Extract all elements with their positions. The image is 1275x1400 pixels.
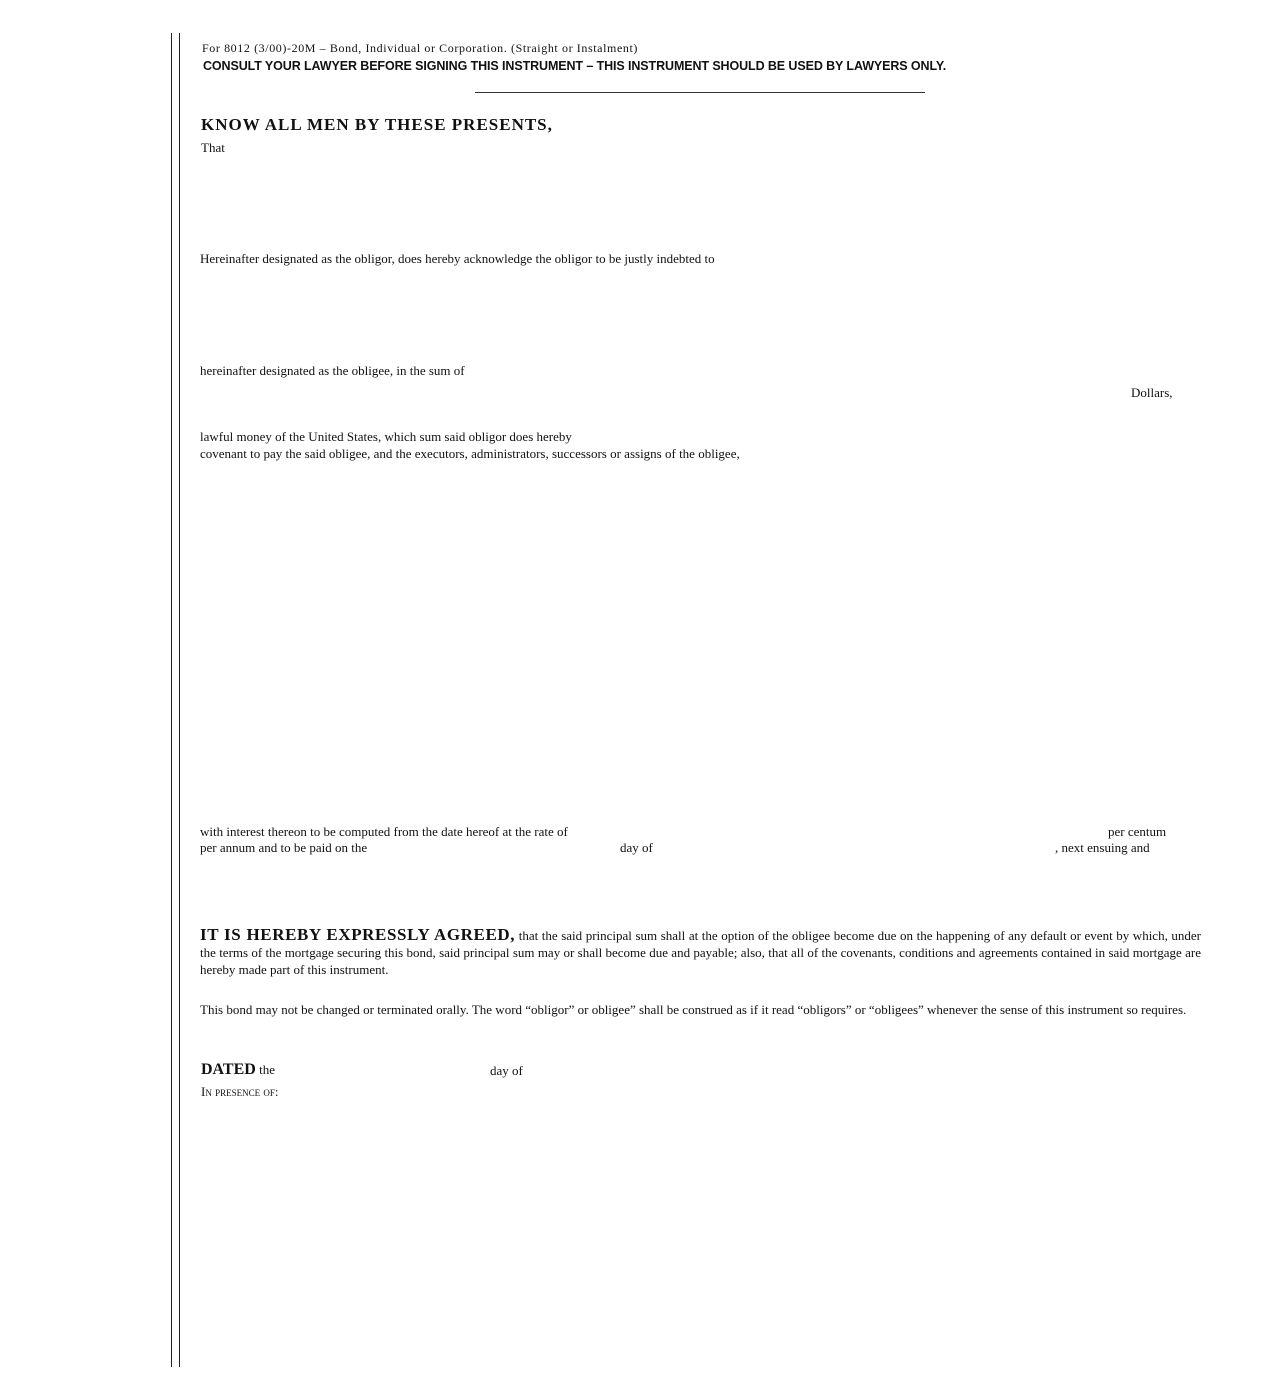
obligee-clause: hereinafter designated as the obligee, in the sum of [200,363,465,378]
next-ensuing-label: , next ensuing and [1055,840,1150,855]
that-label: That [201,140,225,155]
witness-label: In presence of: [201,1084,279,1099]
dated-label: DATED [201,1061,256,1078]
form-identifier: For 8012 (3/00)-20M – Bond, Individual or Corporation. (Straight or Instalment) [202,41,639,55]
obligor-clause: Hereinafter designated as the obligor, does hereby acknowledge the obligor to be justly indebted to [200,251,715,266]
lawful-money-clause: lawful money of the United States, which sum said obligor does hereby [200,429,572,444]
interest-rate-clause: with interest thereon to be computed from the date hereof at the rate of [200,824,568,839]
header-divider [475,92,925,93]
dated-day-of-label: day of [490,1063,523,1078]
document-heading: KNOW ALL MEN BY THESE PRESENTS, [201,115,553,134]
agreement-text: that the said principal sum shall at the option of the obligee become due on the happening of any default or event by which, under the terms of the mortgage securing this bond, said principal sum may or shall become due and payable; also, that all of the covenants, conditions and agreements contained in said mortgage are hereby made part of this instrument. [200,928,1201,977]
dated-the-label: the [259,1062,275,1077]
per-centum-label: per centum [1108,824,1167,839]
left-margin-rule-outer [171,33,172,1367]
agreement-lead: IT IS HEREBY EXPRESSLY AGREED, [200,925,516,944]
covenant-clause: covenant to pay the said obligee, and the executors, administrators, successors or assigns of the obligee, [200,446,740,461]
dated-line [201,1060,275,1080]
oral-change-clause: This bond may not be changed or terminated orally. The word “obligor” or obligee” shall be construed as if it read “obligors” or “obligees” whenever the sense of this instrument so requires. [200,1002,1187,1017]
dollars-label: Dollars, [1131,385,1173,400]
lawyer-warning: CONSULT YOUR LAWYER BEFORE SIGNING THIS INSTRUMENT – THIS INSTRUMENT SHOULD BE USED BY LAWYERS ONLY. [203,59,947,73]
left-margin-rule-inner [179,33,180,1367]
agreement-paragraph [200,926,1201,978]
payment-day-of-label: day of [620,840,653,855]
payment-day-clause: per annum and to be paid on the [200,840,368,855]
